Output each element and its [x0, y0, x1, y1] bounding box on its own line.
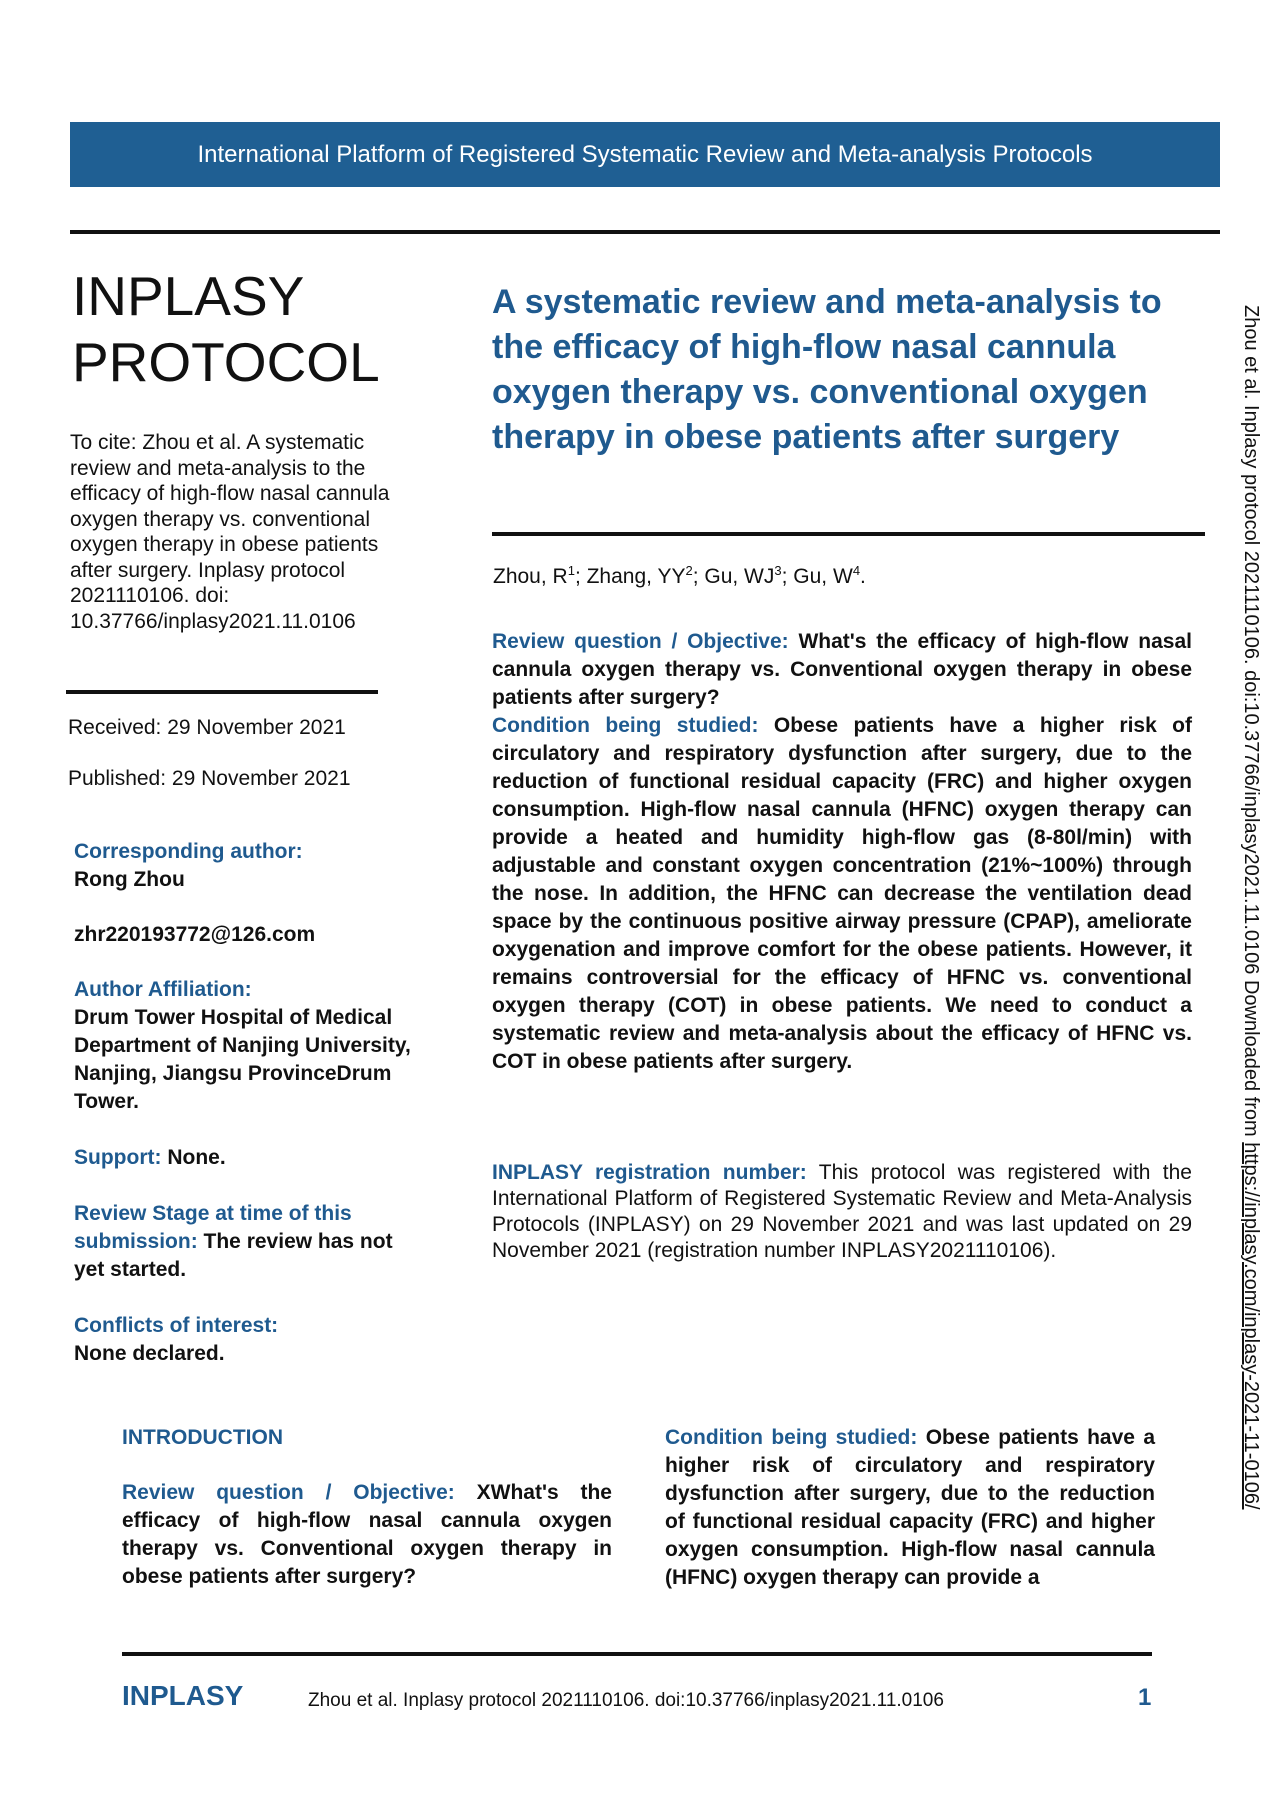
title-divider [492, 532, 1205, 536]
corresponding-author-block [74, 838, 424, 949]
footer-brand: INPLASY [122, 1680, 244, 1711]
download-side-note [1239, 305, 1262, 1510]
banner-text: International Platform of Registered Systematic Review and Meta-analysis Protocols [197, 140, 1093, 168]
citation-text: To cite: Zhou et al. A systematic review and meta-analysis to the efficacy of high-flow nasal cannula oxygen therapy vs. conventional oxygen therapy in obese patients after surgery. Inplasy protocol 2021110106. doi: 10.37766/inplasy2021.11.0106 [70, 431, 390, 633]
author-2: ; Zhang, YY [574, 565, 686, 588]
objective-paragraph [492, 628, 1192, 712]
download-link[interactable]: https://inplasy.com/inplasy-2021-11-0106/ [1240, 1142, 1262, 1510]
corresponding-author-label: Corresponding author: [74, 840, 303, 863]
registration-paragraph [492, 1160, 1192, 1264]
brand-line-2: PROTOCOL [72, 331, 380, 393]
intro-heading: INTRODUCTION [122, 1426, 283, 1449]
objective-text: What's the efficacy of high-flow nasal cannula oxygen therapy vs. Conventional oxygen therapy in obese patients after surgery? [492, 630, 1192, 709]
objective-label: Review question / Objective: [492, 630, 789, 653]
review-stage-block [74, 1200, 404, 1284]
affiliation-text: Drum Tower Hospital of Medical Department of Nanjing University, Nanjing, Jiangsu ProvinceDrum Tower. [74, 1006, 411, 1113]
conflicts-text: None declared. [74, 1342, 225, 1365]
author-2-affil: 2 [685, 563, 693, 578]
conflicts-block [74, 1312, 424, 1368]
support-label: Support: [74, 1146, 162, 1169]
review-stage-label: Review Stage at time of this submission: [74, 1202, 352, 1253]
protocol-brand [72, 263, 380, 395]
intro-left-column [122, 1424, 612, 1591]
author-email[interactable]: zhr220193772@126.com [74, 923, 316, 946]
condition-text: Obese patients have a higher risk of circulatory and respiratory dysfunction after surgery, due to the reduction of functional residual capacity (FRC) and higher oxygen consumption. High-flow nasal cannula (HFNC) oxygen therapy can provide a heated and humidity high-flow gas (8-80l/min) with adjustable and constant oxygen concentration (21%~100%) through the nose. In addition, the HFNC can decrease the ventilation dead space by the continuous positive airway pressure (CPAP), ameliorate oxygenation and improve comfort for the obese patients. However, it remains controversial for the efficacy of HFNC vs. conventional oxygen therapy (COT) in obese patients. We need to conduct a systematic review and meta-analysis about the efficacy of HFNC vs. COT in obese patients after surgery. [492, 714, 1192, 1073]
intro-objective-paragraph [122, 1479, 612, 1591]
top-divider [70, 230, 1220, 234]
received-date: Received: 29 November 2021 [68, 716, 346, 739]
published-date: Published: 29 November 2021 [68, 767, 351, 790]
conflicts-label: Conflicts of interest: [74, 1314, 279, 1337]
author-1-affil: 1 [567, 563, 575, 578]
intro-objective-label: Review question / Objective: [122, 1481, 455, 1504]
review-stage-text: The review has not yet started. [74, 1230, 393, 1281]
condition-label: Condition being studied: [492, 714, 759, 737]
corresponding-author-name: Rong Zhou [74, 868, 185, 891]
platform-banner [70, 122, 1220, 187]
paper-title: A systematic review and meta-analysis to the efficacy of high-flow nasal cannula oxygen therapy vs. conventional oxygen therapy in obese patients after surgery [492, 283, 1162, 456]
footer-citation: Zhou et al. Inplasy protocol 2021110106. doi:10.37766/inplasy2021.11.0106 [308, 1690, 944, 1711]
condition-paragraph [492, 712, 1192, 1076]
brand-line-1: INPLASY [72, 265, 305, 327]
author-list-end: . [860, 565, 866, 588]
support-block [74, 1144, 424, 1172]
author-1: Zhou, R [493, 565, 568, 588]
author-list [493, 563, 866, 589]
author-3-affil: 3 [774, 563, 782, 578]
page-number: 1 [1138, 1684, 1152, 1711]
registration-text: This protocol was registered with the International Platform of Registered Systematic Review and Meta-Analysis Protocols (INPLASY) on 29 November 2021 and was last updated on 29 November 2021 (registration number INPLASY2021110106). [492, 1161, 1192, 1262]
left-divider [66, 690, 378, 694]
intro-condition-label: Condition being studied: [665, 1426, 918, 1449]
support-text: None. [167, 1146, 226, 1169]
abstract-block [492, 628, 1192, 1076]
author-4-affil: 4 [852, 563, 861, 578]
intro-right-column [665, 1424, 1155, 1592]
affiliation-label: Author Affiliation: [74, 978, 252, 1001]
author-4: ; Gu, W [781, 565, 853, 588]
intro-objective-text: XWhat's the efficacy of high-flow nasal cannula oxygen therapy vs. Conventional oxygen therapy in obese patients after surgery? [122, 1481, 612, 1588]
intro-condition-text: Obese patients have a higher risk of circulatory and respiratory dysfunction after surgery, due to the reduction of functional residual capacity (FRC) and higher oxygen consumption. High-flow nasal cannula (HFNC) oxygen therapy can provide a [665, 1426, 1155, 1589]
side-note-text: Zhou et al. Inplasy protocol 2021110106. doi:10.37766/inplasy2021.11.0106 Downloaded from [1240, 305, 1262, 1143]
registration-label: INPLASY registration number: [492, 1161, 807, 1184]
author-3: ; Gu, WJ [692, 565, 775, 588]
affiliation-block [74, 976, 424, 1116]
footer-divider [122, 1652, 1152, 1656]
